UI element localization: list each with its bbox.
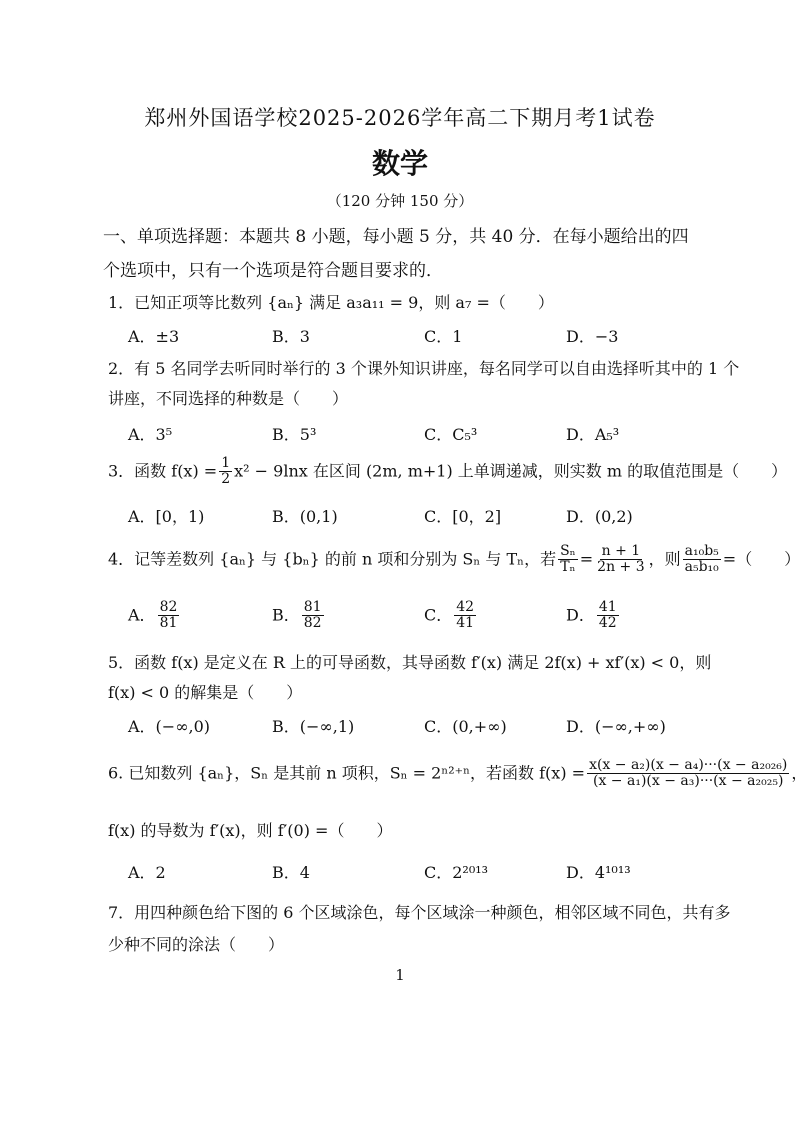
- question-5-line2: f(x) < 0 的解集是（ ）: [108, 683, 303, 702]
- q4-option-b-den: 82: [303, 615, 322, 632]
- q4-fraction-st: [558, 544, 578, 576]
- q4-prefix: 4．记等差数列 {aₙ} 与 {bₙ} 的前 n 项和分别为 Sₙ 与 Tₙ，若: [108, 549, 557, 569]
- q4-option-a: [128, 600, 181, 632]
- q4-option-b-label: B．: [272, 605, 300, 625]
- q2-option-b: B．5³: [272, 425, 317, 444]
- q4-option-a-label: A．: [128, 605, 156, 625]
- q3-prefix: 3．函数 f(x) =: [108, 461, 218, 481]
- q6-frac-num: x(x − a₂)(x − a₄)···(x − a₂₀₂₆): [589, 757, 788, 773]
- q4-fraction-n: [595, 544, 646, 576]
- section-instructions-line2: 个选项中，只有一个选项是符合题目要求的．: [103, 261, 443, 281]
- q6-fraction: [587, 758, 789, 790]
- q3-option-a: A．[0，1): [128, 507, 205, 526]
- q6-option-a: A．2: [128, 863, 166, 882]
- time-score-info: （120 分钟 150 分）: [326, 192, 474, 210]
- q4-option-b-num: 81: [303, 599, 322, 615]
- question-2-line1: 2．有 5 名同学去听同时举行的 3 个课外知识讲座，每名同学可以自由选择听其中的 1 个: [108, 359, 740, 378]
- q1-option-c: C．1: [424, 327, 463, 346]
- q4-f3-num: a₁₀b₅: [684, 543, 719, 559]
- q2-option-a: A．3⁵: [128, 425, 173, 444]
- q4-option-d-label: D．: [566, 605, 595, 625]
- q3-frac-den: 2: [221, 471, 231, 488]
- q3-fraction: [219, 456, 232, 488]
- q3-option-c: C．[0，2]: [424, 507, 502, 526]
- q5-option-c: C．(0,+∞): [424, 717, 507, 736]
- q4-f2-den: 2n + 3: [597, 559, 645, 576]
- q4-option-c-den: 41: [456, 615, 475, 632]
- q1-option-a: A．±3: [128, 327, 180, 346]
- q5-option-b: B．(−∞,1): [272, 717, 355, 736]
- section-instructions-line1: 一、单项选择题：本题共 8 小题，每小题 5 分，共 40 分．在每小题给出的四: [103, 227, 689, 247]
- q4-option-c: [424, 600, 478, 632]
- q1-option-d: D．−3: [566, 327, 619, 346]
- q6-option-b: B．4: [272, 863, 310, 882]
- q3-suffix: x² − 9lnx 在区间 (2m, m+1) 上单调递减，则实数 m 的取值范围是（ ）: [234, 461, 788, 481]
- page-number: 1: [395, 966, 405, 984]
- q4-f2-num: n + 1: [601, 543, 641, 559]
- q4-f3-den: a₅b₁₀: [684, 559, 719, 576]
- question-7-line1: 7．用四种颜色给下图的 6 个区域涂色，每个区域涂一种颜色，相邻区域不同色，共有多: [108, 903, 731, 922]
- q4-option-b: [272, 600, 326, 632]
- exam-title: 郑州外国语学校2025-2026学年高二下期月考1试卷: [144, 106, 656, 130]
- q3-frac-num: 1: [221, 455, 231, 471]
- q4-option-c-num: 42: [456, 599, 475, 615]
- q3-option-b: B．(0,1): [272, 507, 338, 526]
- q4-eq: =: [579, 549, 594, 569]
- q5-option-a: A．(−∞,0): [128, 717, 211, 736]
- question-6-line2: f(x) 的导数为 f′(x)，则 f′(0) =（ ）: [108, 821, 393, 840]
- q6-frac-den: (x − a₁)(x − a₃)···(x − a₂₀₂₅): [593, 773, 784, 790]
- q4-option-d: [566, 600, 621, 632]
- question-1-stem: 1．已知正项等比数列 {aₙ} 满足 a₃a₁₁ = 9，则 a₇ =（ ）: [108, 293, 554, 312]
- q6-option-c: C．2²⁰¹³: [424, 863, 489, 882]
- q3-option-d: D．(0,2): [566, 507, 633, 526]
- q4-suffix: =（ ）: [722, 549, 801, 569]
- q4-mid: ，则: [648, 549, 681, 569]
- question-3-stem: [108, 456, 787, 488]
- q4-option-d-den: 42: [598, 615, 617, 632]
- q4-f1-num: Sₙ: [560, 543, 576, 559]
- q4-option-a-num: 82: [159, 599, 178, 615]
- q2-option-c: C．C₅³: [424, 425, 478, 444]
- q4-option-a-den: 81: [159, 615, 178, 632]
- q4-option-c-label: C．: [424, 605, 453, 625]
- question-4-stem: [108, 544, 800, 576]
- question-7-line2: 少种不同的涂法（ ）: [108, 935, 285, 954]
- q5-option-d: D．(−∞,+∞): [566, 717, 666, 736]
- question-6-stem: [108, 758, 807, 790]
- subject-heading: 数学: [371, 147, 428, 180]
- q4-option-d-num: 41: [598, 599, 617, 615]
- q6-prefix: 6. 已知数列 {aₙ}，Sₙ 是其前 n 项积，Sₙ = 2ⁿ²⁺ⁿ，若函数 f(x) =: [108, 763, 586, 783]
- q6-option-d: D．4¹⁰¹³: [566, 863, 631, 882]
- q6-suffix: ，: [791, 763, 807, 783]
- question-5-line1: 5．函数 f(x) 是定义在 R 上的可导函数，其导函数 f′(x) 满足 2f(x) + xf′(x) < 0，则: [108, 653, 712, 672]
- q4-fraction-ab: [683, 544, 721, 576]
- q2-option-d: D．A₅³: [566, 425, 620, 444]
- q1-option-b: B．3: [272, 327, 310, 346]
- q4-f1-den: Tₙ: [560, 559, 576, 576]
- question-2-line2: 讲座，不同选择的种数是（ ）: [108, 389, 349, 408]
